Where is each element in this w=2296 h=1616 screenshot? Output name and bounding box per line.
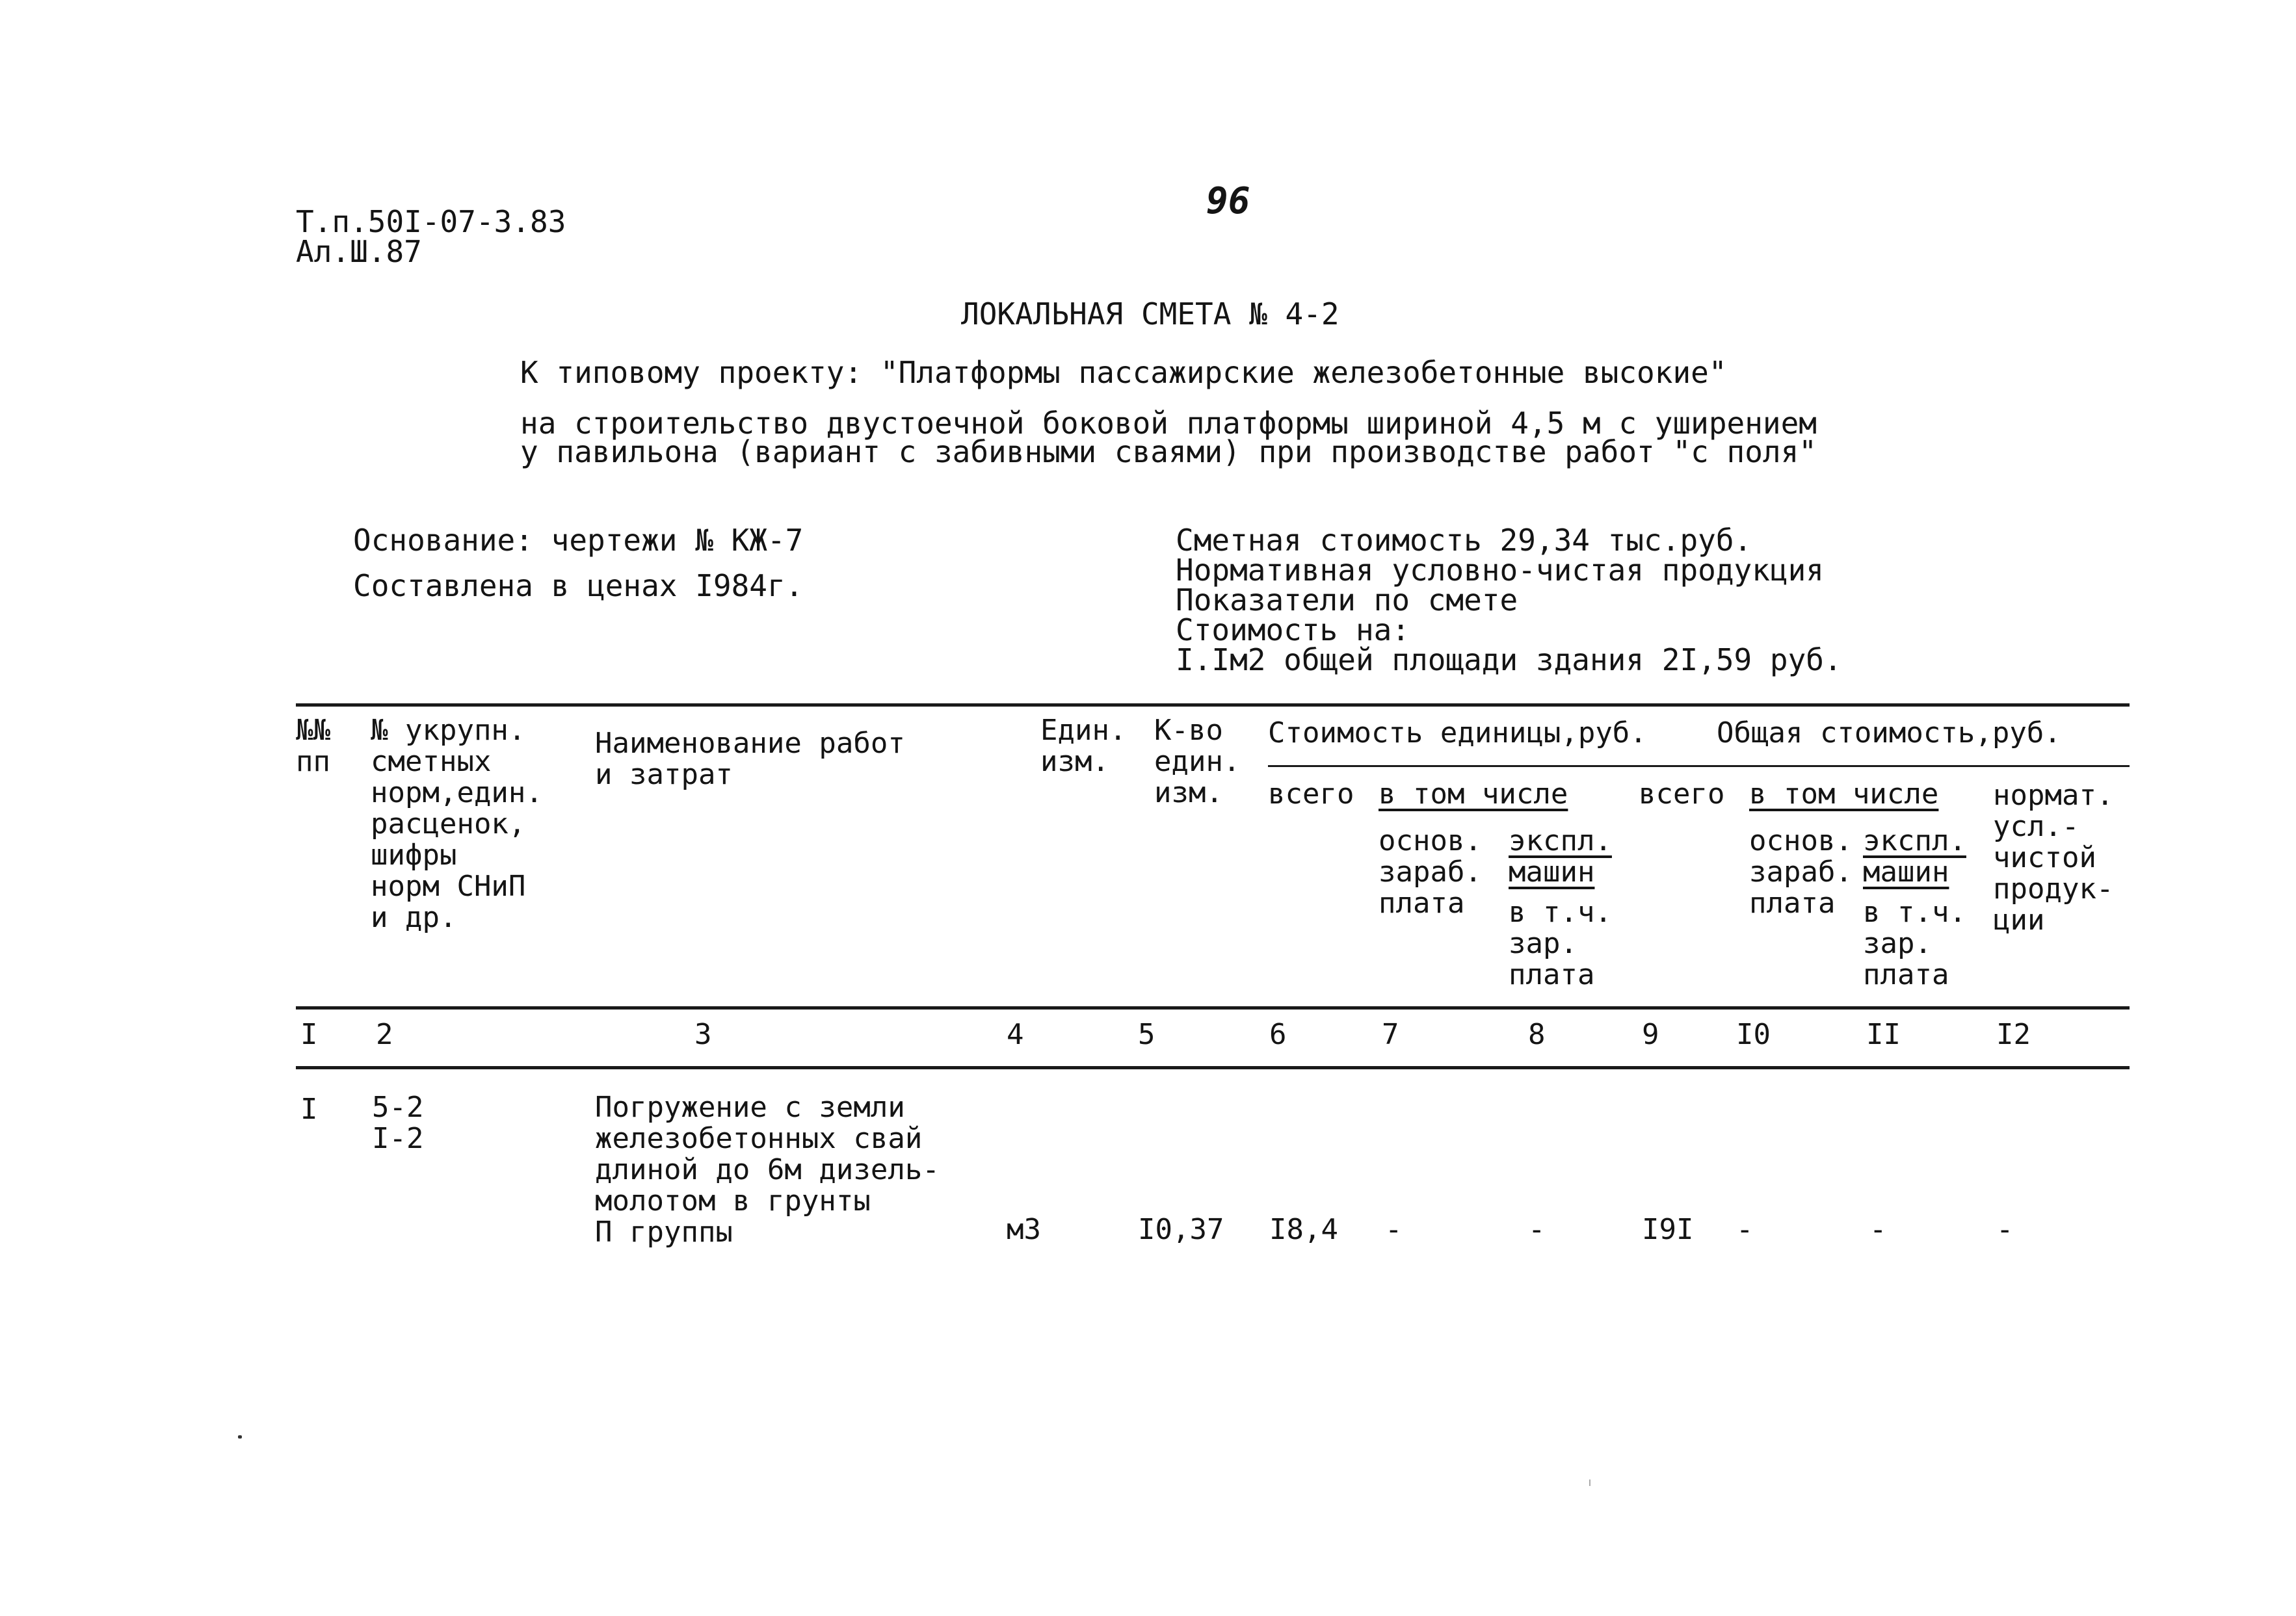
row-number: I — [300, 1093, 318, 1126]
header-unit-base-wage: основ. зараб. плата — [1379, 824, 1482, 920]
numbers-bottom-rule — [296, 1066, 2130, 1069]
header-total-machines: экспл. машин — [1863, 824, 1966, 889]
row-unit-machines: - — [1528, 1213, 1546, 1246]
column-number: I0 — [1736, 1018, 1771, 1051]
scan-speck — [238, 1435, 242, 1439]
column-number: 9 — [1642, 1018, 1659, 1051]
column-number: 6 — [1269, 1018, 1287, 1051]
header-row-number: №№ пп — [296, 714, 330, 778]
column-number: 2 — [376, 1018, 393, 1051]
column-number: 4 — [1007, 1018, 1024, 1051]
construction-line: на строительство двустоечной боковой платформы шириной 4,5 м с уширением — [520, 406, 1817, 441]
document-code: Т.п.50I-07-3.83 — [296, 204, 566, 239]
column-number: 5 — [1138, 1018, 1155, 1051]
header-unit: Един. изм. — [1040, 714, 1127, 778]
column-number: I — [300, 1018, 318, 1051]
album-reference: Ал.Ш.87 — [296, 234, 422, 269]
header-unit-total: всего — [1268, 777, 1354, 811]
row-total: I9I — [1642, 1213, 1694, 1246]
basis-prices: Составлена в ценах I984г. — [353, 568, 804, 603]
header-quantity: К-во един. изм. — [1154, 714, 1241, 809]
scan-speck — [1589, 1479, 1590, 1486]
column-number: 3 — [694, 1018, 712, 1051]
header-total-including: в том числе — [1749, 777, 1939, 811]
page-number: 96 — [1206, 180, 1250, 222]
row-total-wage: - — [1736, 1213, 1754, 1246]
row-unit-total: I8,4 — [1269, 1213, 1338, 1246]
column-number: 7 — [1382, 1018, 1399, 1051]
header-unit-cost-group: Стоимость единицы,руб. — [1268, 716, 1647, 749]
row-norm-code: 5-2 I-2 — [372, 1091, 424, 1155]
header-bottom-rule — [296, 1006, 2130, 1010]
construction-line-2: у павильона (вариант с забивными сваями) при производстве работ "с поля" — [520, 434, 1817, 469]
column-number: II — [1866, 1018, 1901, 1051]
project-line: К типовому проекту: "Платформы пассажирские железобетонные высокие" — [520, 355, 1727, 390]
header-norm-code: № укрупн. сметных норм,един. расценок, шифры норм СНиП и др. — [371, 714, 543, 934]
estimate-title: ЛОКАЛЬНАЯ СМЕТА № 4-2 — [961, 296, 1339, 332]
table-top-rule — [296, 703, 2130, 707]
header-total-cost-group: Общая стоимость,руб. — [1717, 716, 2061, 749]
row-normative: - — [1996, 1213, 2014, 1246]
row-unit: м3 — [1007, 1213, 1041, 1246]
column-number: 8 — [1528, 1018, 1546, 1051]
header-unit-machine-wage: в т.ч. зар. плата — [1509, 896, 1612, 991]
estimate-indicators: Показатели по смете — [1176, 582, 1518, 618]
cost-per-label: Стоимость на: — [1176, 612, 1410, 647]
header-unit-including: в том числе — [1379, 777, 1568, 811]
header-total-all: всего — [1639, 777, 1725, 811]
cost-group-rule — [1268, 765, 2130, 767]
estimated-cost: Сметная стоимость 29,34 тыс.руб. — [1176, 523, 1752, 558]
header-normative-product: нормат. усл.- чистой продук- ции — [1993, 779, 2114, 937]
header-work-name: Наименование работ и затрат — [595, 727, 905, 791]
row-total-machines: - — [1869, 1213, 1887, 1246]
column-number: I2 — [1996, 1018, 2031, 1051]
cost-per-m2: I.Iм2 общей площади здания 2I,59 руб. — [1176, 642, 1842, 677]
row-unit-wage: - — [1385, 1213, 1403, 1246]
row-work-name: Погружение с земли железобетонных свай длиной до 6м дизель- молотом в грунты П группы — [595, 1091, 940, 1249]
header-unit-machines: экспл. машин — [1509, 824, 1612, 889]
header-total-machine-wage: в т.ч. зар. плата — [1863, 896, 1966, 991]
row-quantity: I0,37 — [1138, 1213, 1224, 1246]
normative-product: Нормативная условно-чистая продукция — [1176, 553, 1824, 588]
header-total-base-wage: основ. зараб. плата — [1749, 824, 1853, 920]
basis-drawings: Основание: чертежи № КЖ-7 — [353, 523, 804, 558]
